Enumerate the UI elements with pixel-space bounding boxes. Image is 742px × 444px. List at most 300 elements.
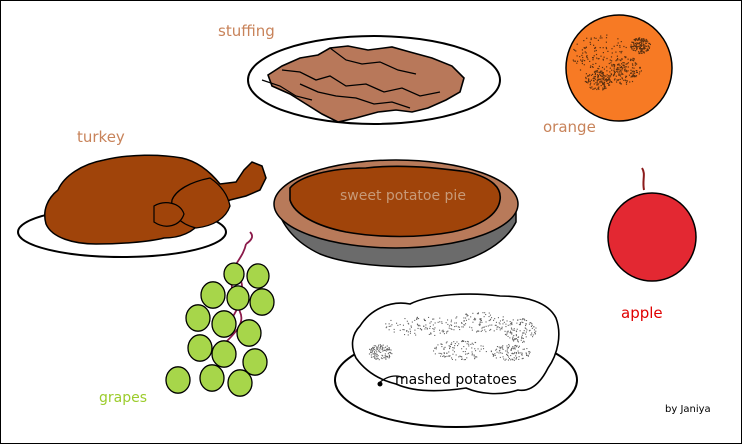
mashed-speckle [451, 321, 452, 322]
grape-berry [247, 264, 269, 288]
mashed-speckle [511, 328, 512, 329]
orange-speckle [617, 58, 618, 59]
orange-speckle [643, 38, 644, 39]
mashed-speckle [416, 319, 417, 320]
mashed-speckle [523, 358, 524, 359]
mashed-speckle [516, 338, 517, 339]
mashed-speckle [535, 328, 536, 329]
orange-speckle [622, 62, 623, 63]
mashed-speckle [452, 347, 453, 348]
orange-speckle [592, 59, 593, 60]
orange-speckle [611, 73, 612, 74]
mashed-speckle [451, 342, 452, 343]
mashed-speckle [375, 359, 376, 360]
mashed-speckle [418, 325, 419, 326]
orange-speckle [626, 70, 627, 71]
mashed-speckle [410, 333, 411, 334]
orange-speckle [599, 81, 600, 82]
orange-speckle [582, 49, 583, 50]
orange-speckle [635, 43, 636, 44]
orange-speckle [641, 45, 642, 46]
mashed-speckle [452, 359, 453, 360]
mashed-speckle [511, 322, 512, 323]
mashed-speckle [475, 319, 476, 320]
orange-speckle [636, 49, 637, 50]
mashed-speckle [480, 318, 481, 319]
orange-speckle [586, 56, 587, 57]
mashed-speckle [520, 324, 521, 325]
mashed-speckle [371, 348, 372, 349]
mashed-speckle [490, 319, 491, 320]
orange-speckle [596, 54, 597, 55]
orange-speckle [646, 50, 647, 51]
mashed-speckle [390, 353, 391, 354]
orange-speckle [635, 65, 636, 66]
orange-speckle [633, 71, 634, 72]
orange-speckle [582, 63, 583, 64]
orange-speckle [602, 82, 603, 83]
orange-speckle [611, 64, 612, 65]
mashed-speckle [455, 318, 456, 319]
mashed-speckle [508, 352, 509, 353]
mashed-speckle [412, 322, 413, 323]
orange-speckle [617, 64, 618, 65]
mashed-speckle [519, 356, 520, 357]
orange-speckle [646, 39, 647, 40]
pie-label: sweet potatoe pie [340, 188, 466, 204]
orange-speckle [621, 77, 622, 78]
orange-speckle [622, 68, 623, 69]
mashed-speckle [461, 326, 462, 327]
mashed-potatoes-label: mashed potatoes [395, 372, 517, 388]
mashed-speckle [407, 321, 408, 322]
orange-speckle [592, 74, 593, 75]
mashed-speckle [465, 351, 466, 352]
mashed-speckle [386, 327, 387, 328]
mashed-speckle [500, 352, 501, 353]
mashed-speckle [471, 347, 472, 348]
mashed-speckle [497, 352, 498, 353]
mashed-speckle [523, 338, 524, 339]
mashed-speckle [414, 320, 415, 321]
mashed-speckle [421, 329, 422, 330]
mashed-speckle [440, 333, 441, 334]
mashed-speckle [385, 323, 386, 324]
mashed-speckle [435, 353, 436, 354]
mashed-speckle [513, 340, 514, 341]
mashed-speckle [474, 348, 475, 349]
mashed-speckle [369, 353, 370, 354]
orange-speckle [591, 38, 592, 39]
mashed-speckle [472, 313, 473, 314]
orange-speckle [621, 69, 622, 70]
mashed-speckle [378, 355, 379, 356]
mashed-speckle [464, 320, 465, 321]
mashed-speckle [371, 352, 372, 353]
mashed-speckle [418, 328, 419, 329]
orange-speckle [606, 47, 607, 48]
apple-fruit [608, 193, 696, 281]
mashed-speckle [522, 342, 523, 343]
mashed-speckle [455, 359, 456, 360]
mashed-speckle [450, 328, 451, 329]
mashed-speckle [482, 330, 483, 331]
mashed-speckle [526, 355, 527, 356]
mashed-speckle [493, 320, 494, 321]
orange-speckle [611, 81, 612, 82]
orange-speckle [598, 79, 599, 80]
mashed-speckle [437, 344, 438, 345]
mashed-speckle [474, 354, 475, 355]
mashed-speckle [434, 327, 435, 328]
mashed-speckle [382, 355, 383, 356]
orange-speckle [625, 76, 626, 77]
mashed-speckle [532, 328, 533, 329]
orange-speckle [627, 70, 628, 71]
mashed-speckle [439, 321, 440, 322]
orange-speckle [577, 61, 578, 62]
orange-speckle [617, 72, 618, 73]
orange-speckle [628, 62, 629, 63]
orange-speckle [646, 41, 647, 42]
mashed-speckle [389, 352, 390, 353]
orange-speckle [589, 74, 590, 75]
orange-speckle [588, 79, 589, 80]
mashed-speckle [403, 325, 404, 326]
mashed-speckle [516, 335, 517, 336]
orange-speckle [594, 55, 595, 56]
mashed-speckle [526, 329, 527, 330]
mashed-speckle [456, 354, 457, 355]
mashed-speckle [387, 346, 388, 347]
orange-speckle [634, 39, 635, 40]
mashed-speckle [505, 331, 506, 332]
mashed-speckle [387, 350, 388, 351]
mashed-speckle [514, 339, 515, 340]
mashed-speckle [502, 323, 503, 324]
mashed-speckle [475, 342, 476, 343]
mashed-speckle [482, 312, 483, 313]
mashed-speckle [504, 322, 505, 323]
orange-speckle [584, 64, 585, 65]
orange-speckle [612, 52, 613, 53]
orange-speckle [627, 63, 628, 64]
orange-speckle [619, 83, 620, 84]
mashed-speckle [502, 327, 503, 328]
orange-speckle [603, 52, 604, 53]
orange-speckle [633, 44, 634, 45]
mashed-speckle [518, 337, 519, 338]
mashed-speckle [520, 352, 521, 353]
orange-speckle [600, 36, 601, 37]
mashed-speckle [406, 330, 407, 331]
mashed-speckle [489, 325, 490, 326]
mashed-speckle [448, 351, 449, 352]
mashed-speckle [373, 353, 374, 354]
mashed-speckle [378, 350, 379, 351]
grape-berry [224, 263, 244, 285]
orange-speckle [634, 73, 635, 74]
mashed-speckle [511, 353, 512, 354]
mashed-speckle [463, 351, 464, 352]
mashed-speckle [503, 316, 504, 317]
mashed-speckle [374, 357, 375, 358]
mashed-speckle [373, 349, 374, 350]
orange-speckle [626, 66, 627, 67]
grape-berry [228, 370, 252, 396]
orange-speckle [591, 75, 592, 76]
mashed-speckle [434, 335, 435, 336]
mashed-speckle [515, 348, 516, 349]
mashed-speckle [377, 354, 378, 355]
mashed-speckle [507, 349, 508, 350]
orange-speckle [614, 46, 615, 47]
orange-speckle [635, 50, 636, 51]
mashed-speckle [408, 331, 409, 332]
orange-speckle [642, 51, 643, 52]
orange-speckle [613, 64, 614, 65]
mashed-speckle [529, 330, 530, 331]
mashed-speckle [508, 360, 509, 361]
orange-speckle [623, 80, 624, 81]
orange-speckle [639, 73, 640, 74]
orange-speckle [621, 74, 622, 75]
orange-speckle [595, 73, 596, 74]
mashed-speckle [473, 344, 474, 345]
orange-speckle [594, 83, 595, 84]
orange-speckle [584, 47, 585, 48]
mashed-speckle [507, 332, 508, 333]
orange-speckle [603, 59, 604, 60]
orange-speckle [588, 75, 589, 76]
orange-speckle [621, 52, 622, 53]
credit-label: by Janiya [665, 404, 711, 415]
orange-speckle [590, 44, 591, 45]
mashed-speckle [383, 345, 384, 346]
orange-speckle [590, 65, 591, 66]
mashed-speckle [458, 356, 459, 357]
mashed-speckle [474, 356, 475, 357]
mashed-speckle [383, 347, 384, 348]
orange-speckle [601, 37, 602, 38]
mashed-speckle [429, 323, 430, 324]
mashed-speckle [486, 321, 487, 322]
mashed-speckle [533, 326, 534, 327]
orange-speckle [625, 80, 626, 81]
mashed-speckle [389, 329, 390, 330]
mashed-speckle [418, 318, 419, 319]
mashed-speckle [382, 348, 383, 349]
mashed-speckle [486, 326, 487, 327]
orange-speckle [628, 66, 629, 67]
mashed-speckle [386, 351, 387, 352]
orange-speckle [619, 71, 620, 72]
orange-speckle [640, 67, 641, 68]
orange-speckle [621, 59, 622, 60]
orange-speckle [602, 76, 603, 77]
mashed-speckle [458, 343, 459, 344]
mashed-speckle [379, 351, 380, 352]
orange-speckle [648, 50, 649, 51]
mashed-speckle [374, 355, 375, 356]
orange-speckle [620, 75, 621, 76]
mashed-speckle [427, 329, 428, 330]
mashed-speckle [451, 320, 452, 321]
mashed-speckle [425, 320, 426, 321]
orange-speckle [632, 63, 633, 64]
mashed-speckle [513, 335, 514, 336]
mashed-speckle [503, 358, 504, 359]
orange-speckle [607, 51, 608, 52]
mashed-speckle [531, 326, 532, 327]
mashed-speckle [516, 323, 517, 324]
orange-speckle [640, 52, 641, 53]
mashed-speckle [467, 315, 468, 316]
orange-speckle [621, 66, 622, 67]
orange-speckle [635, 46, 636, 47]
mashed-speckle [481, 328, 482, 329]
mashed-speckle [526, 348, 527, 349]
mashed-speckle [382, 351, 383, 352]
orange-speckle [635, 62, 636, 63]
mashed-speckle [515, 345, 516, 346]
mashed-speckle [446, 342, 447, 343]
orange-speckle [602, 78, 603, 79]
mashed-speckle [526, 336, 527, 337]
mashed-speckle [443, 331, 444, 332]
mashed-speckle [502, 353, 503, 354]
mashed-speckle [488, 325, 489, 326]
mashed-speckle [494, 318, 495, 319]
mashed-speckle [485, 314, 486, 315]
orange-speckle [615, 72, 616, 73]
orange-speckle [619, 45, 620, 46]
orange-speckle [622, 74, 623, 75]
orange-speckle [637, 43, 638, 44]
mashed-speckle [382, 347, 383, 348]
mashed-speckle [465, 323, 466, 324]
mashed-speckle [500, 357, 501, 358]
mashed-speckle [461, 322, 462, 323]
orange-speckle [634, 48, 635, 49]
orange-speckle [633, 59, 634, 60]
grape-berry [188, 335, 212, 361]
orange-speckle [631, 48, 632, 49]
mashed-speckle [383, 357, 384, 358]
orange-speckle [631, 72, 632, 73]
mashed-speckle [496, 357, 497, 358]
mashed-speckle [432, 328, 433, 329]
mashed-speckle [417, 317, 418, 318]
mashed-speckle [521, 354, 522, 355]
orange-speckle [603, 47, 604, 48]
mashed-speckle [378, 358, 379, 359]
orange-speckle [599, 72, 600, 73]
mashed-speckle [451, 357, 452, 358]
orange-speckle [588, 81, 589, 82]
orange-speckle [627, 80, 628, 81]
mashed-speckle [433, 350, 434, 351]
orange-speckle [604, 80, 605, 81]
mashed-speckle [466, 348, 467, 349]
orange-speckle [630, 60, 631, 61]
mashed-speckle [491, 351, 492, 352]
orange-speckle [604, 84, 605, 85]
orange-speckle [645, 46, 646, 47]
mashed-speckle [463, 346, 464, 347]
mashed-speckle [434, 348, 435, 349]
mashed-speckle [499, 327, 500, 328]
orange-speckle [598, 87, 599, 88]
mashed-speckle [456, 326, 457, 327]
mashed-speckle [376, 348, 377, 349]
mashed-speckle [516, 358, 517, 359]
mashed-speckle [526, 354, 527, 355]
orange-speckle [639, 39, 640, 40]
mashed-speckle [535, 333, 536, 334]
mashed-speckle [453, 341, 454, 342]
orange-speckle [632, 71, 633, 72]
orange-speckle [647, 41, 648, 42]
mashed-speckle [509, 358, 510, 359]
mashed-speckle [511, 329, 512, 330]
orange-speckle [593, 45, 594, 46]
orange-speckle [611, 60, 612, 61]
mashed-speckle [516, 331, 517, 332]
mashed-speckle [428, 317, 429, 318]
orange-speckle [610, 80, 611, 81]
mashed-speckle [492, 354, 493, 355]
mashed-speckle [449, 345, 450, 346]
mashed-speckle [389, 348, 390, 349]
orange-speckle [580, 59, 581, 60]
orange-speckle [639, 46, 640, 47]
orange-speckle [631, 76, 632, 77]
mashed-speckle [518, 341, 519, 342]
orange-speckle [647, 48, 648, 49]
mashed-speckle [390, 320, 391, 321]
orange-speckle [614, 64, 615, 65]
orange-speckle [597, 68, 598, 69]
orange-speckle [601, 73, 602, 74]
mashed-speckle [508, 357, 509, 358]
mashed-speckle [411, 325, 412, 326]
mashed-speckle [524, 320, 525, 321]
grape-berry [186, 305, 210, 331]
mashed-speckle [514, 338, 515, 339]
mashed-speckle [523, 349, 524, 350]
orange-speckle [579, 56, 580, 57]
orange-speckle [600, 75, 601, 76]
grape-berry [250, 289, 274, 315]
mashed-speckle [381, 357, 382, 358]
mashed-speckle [442, 323, 443, 324]
mashed-speckle [495, 355, 496, 356]
orange-speckle [641, 70, 642, 71]
orange-speckle [594, 88, 595, 89]
mashed-speckle [425, 324, 426, 325]
orange-speckle [585, 81, 586, 82]
mashed-speckle [380, 352, 381, 353]
mashed-speckle [472, 353, 473, 354]
mashed-speckle [506, 354, 507, 355]
mashed-speckle [512, 339, 513, 340]
mashed-speckle [463, 326, 464, 327]
mashed-speckle [380, 344, 381, 345]
mashed-speckle [447, 331, 448, 332]
orange-speckle [618, 73, 619, 74]
mashed-speckle [442, 356, 443, 357]
